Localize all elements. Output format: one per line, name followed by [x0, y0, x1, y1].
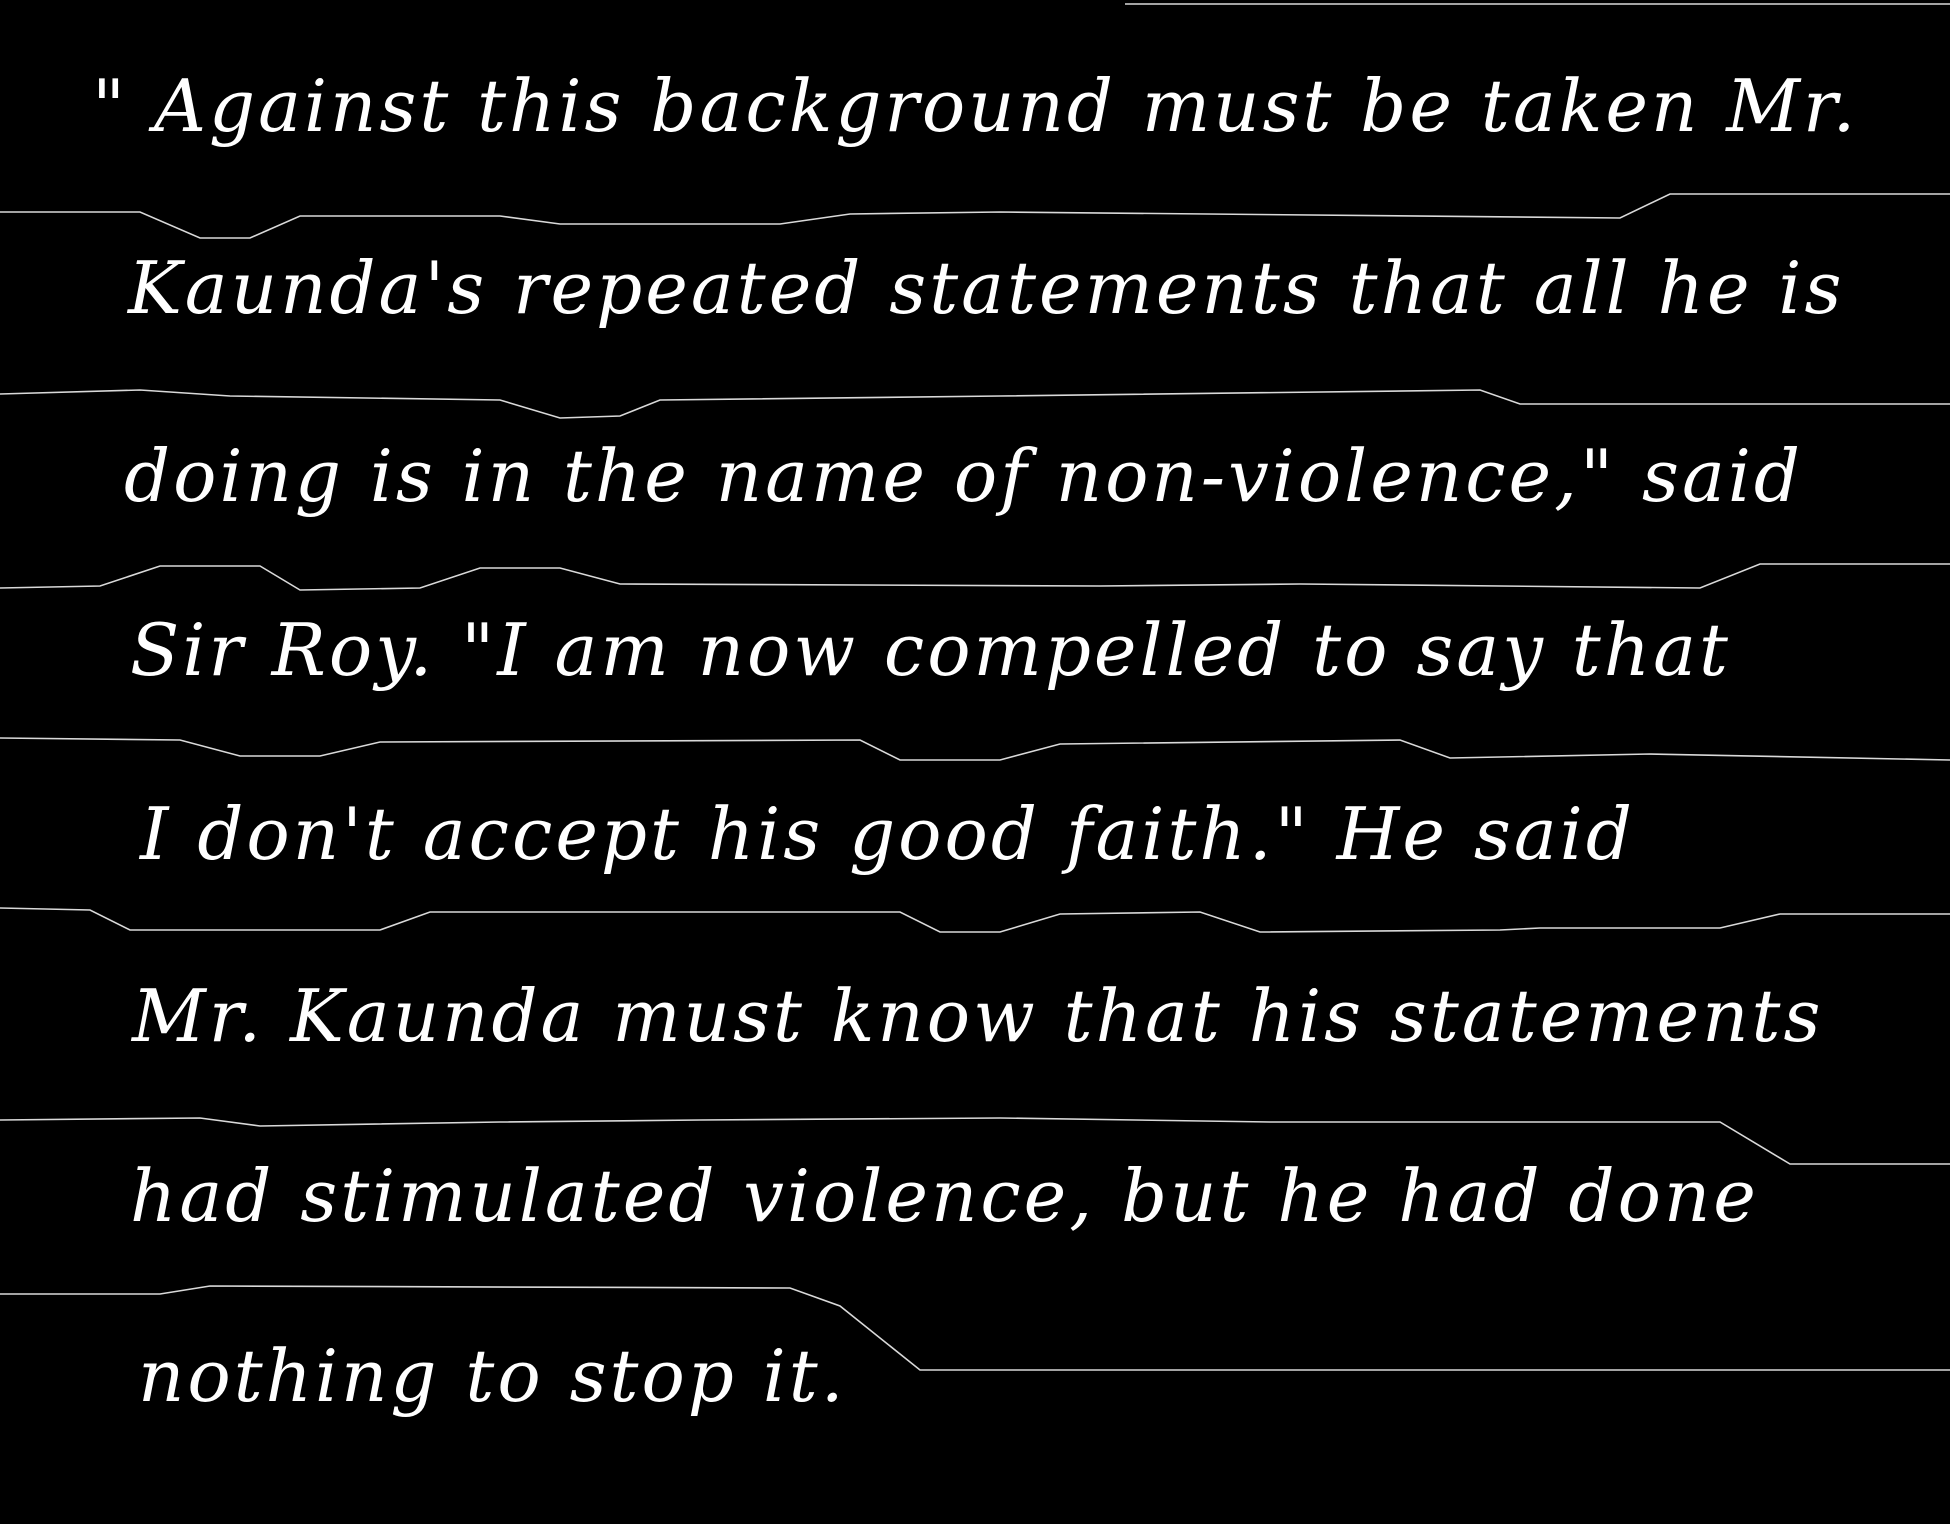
handwritten-line-1: " Against this background must be taken Mr.	[92, 64, 1859, 148]
ruled-line-2	[0, 390, 1950, 418]
handwritten-line-3: doing is in the name of non-violence," said	[124, 434, 1804, 518]
ruled-line-4	[0, 738, 1950, 760]
ruled-line-1	[0, 194, 1950, 238]
handwritten-line-6: Mr. Kaunda must know that his statements	[132, 974, 1824, 1058]
handwritten-line-4: Sir Roy. "I am now compelled to say that	[130, 608, 1731, 692]
ruled-line-5	[0, 908, 1950, 932]
handwritten-line-5: I don't accept his good faith." He said	[140, 792, 1635, 876]
handwritten-line-8: nothing to stop it.	[138, 1334, 847, 1418]
ruled-line-3	[0, 564, 1950, 590]
handwritten-line-7: had stimulated violence, but he had done	[130, 1154, 1759, 1238]
handwritten-line-2: Kaunda's repeated statements that all he is	[128, 246, 1845, 330]
